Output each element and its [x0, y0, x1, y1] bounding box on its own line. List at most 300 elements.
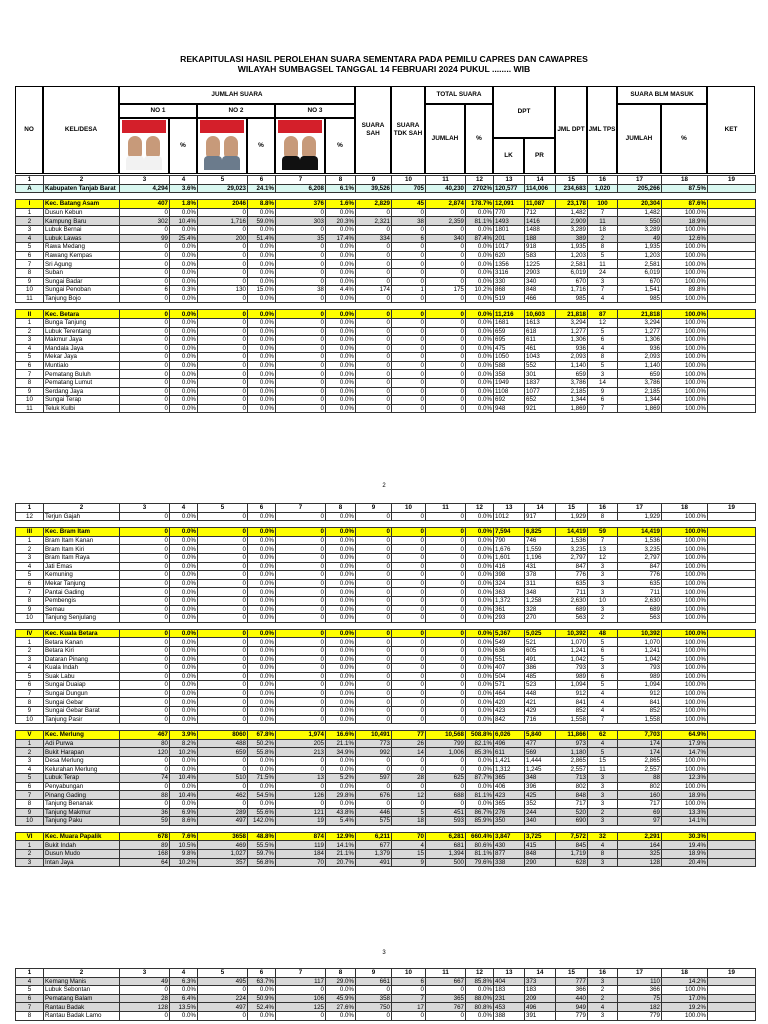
table-cell: 0.0% [326, 294, 356, 303]
table-cell: 0.0% [326, 664, 356, 673]
table-cell: 0 [276, 986, 326, 995]
page-number-2: 2 [382, 483, 386, 489]
header-suara-tdk-sah: SUARA TDK SAH [391, 86, 425, 174]
table-cell: 43.8% [326, 808, 356, 817]
table-cell: 3 [588, 571, 618, 580]
table-cell: Bukit Harapan [44, 748, 120, 757]
table-cell: 1,601 [494, 553, 525, 562]
table-cell: 3.9% [170, 731, 198, 740]
table-cell: 0.0% [170, 986, 198, 995]
table-cell: 0.0% [248, 588, 276, 597]
table-cell: Kec. Kuala Betara [44, 629, 120, 638]
table-cell: 0 [276, 251, 326, 260]
table-cell [708, 629, 756, 638]
table-cell: 0 [120, 588, 170, 597]
table-cell: 0.0% [248, 800, 276, 809]
table-cell: 15 [556, 504, 588, 513]
table-cell: 1,094 [618, 681, 662, 690]
table-cell: 2,829 [356, 200, 392, 209]
table-cell: 0 [198, 277, 248, 286]
table-cell: 80.8% [466, 1003, 494, 1012]
header-no3: NO 3 [275, 104, 355, 118]
table-cell: 10,603 [525, 310, 556, 319]
table-cell: Rantau Badak [44, 1003, 120, 1012]
spacer-row [16, 521, 756, 528]
table-cell [708, 681, 756, 690]
table-cell: 1,541 [618, 286, 662, 295]
table-cell: 8.2% [170, 739, 198, 748]
table-cell: 0.0% [466, 379, 494, 388]
table-cell: 5 [588, 681, 618, 690]
table-cell: 0 [426, 986, 466, 995]
table-cell: 0 [392, 629, 426, 638]
table-cell: 0 [198, 310, 248, 319]
table-cell: 0 [120, 646, 170, 655]
table-row [16, 672, 756, 681]
table-cell [708, 1011, 756, 1020]
table-cell: 0.0% [466, 225, 494, 234]
table-cell: 0.0% [466, 251, 494, 260]
table-cell: 2,581 [556, 260, 588, 269]
table-cell: Mandala Jaya [44, 344, 120, 353]
table-cell: 841 [556, 698, 588, 707]
table-cell: 0.0% [248, 512, 276, 521]
table-cell: 352 [525, 800, 556, 809]
table-cell: 0 [426, 353, 466, 362]
table-cell: 611 [525, 336, 556, 345]
table-cell: 0.0% [248, 707, 276, 716]
table-cell: 0.0% [248, 614, 276, 623]
table-cell: 3 [588, 774, 618, 783]
table-row [16, 664, 756, 673]
spacer-row [16, 303, 756, 310]
table-cell: 8 [16, 596, 44, 605]
table-cell: 1681 [494, 318, 525, 327]
table-cell: 71.5% [248, 774, 276, 783]
table-cell: 0 [276, 387, 326, 396]
table-cell: 569 [525, 748, 556, 757]
table-cell: 70 [392, 832, 426, 841]
table-cell: 15 [588, 757, 618, 766]
table-cell: 0.0% [248, 629, 276, 638]
table-cell: 0.0% [248, 225, 276, 234]
table-cell: 571 [494, 681, 525, 690]
table-cell: 0 [198, 646, 248, 655]
table-cell: 0 [120, 396, 170, 405]
table-cell: 0 [356, 536, 392, 545]
table-cell: 1 [392, 286, 426, 295]
table-cell: 0.0% [466, 336, 494, 345]
table-cell: 0.0% [326, 800, 356, 809]
table-cell: 0 [198, 251, 248, 260]
table-cell: 0 [198, 655, 248, 664]
table-cell: 0.0% [466, 629, 494, 638]
table-cell: 3 [16, 858, 44, 867]
table-cell: 120 [120, 748, 170, 757]
table-cell: 74 [120, 774, 170, 783]
table-cell: 0.0% [326, 404, 356, 413]
table-cell: 0 [356, 370, 392, 379]
table-cell: 126 [276, 791, 326, 800]
table-cell: 0 [198, 698, 248, 707]
table-cell [708, 387, 756, 396]
table-cell: 366 [618, 986, 662, 995]
table-cell: 12.6% [662, 234, 708, 243]
table-cell: 0 [198, 638, 248, 647]
table-cell: 100.0% [662, 655, 708, 664]
table-cell: 1,306 [556, 336, 588, 345]
table-cell: 469 [198, 841, 248, 850]
table-cell: 9 [16, 605, 44, 614]
table-cell: 0.0% [248, 404, 276, 413]
table-cell: 1949 [494, 379, 525, 388]
table-cell: 773 [356, 739, 392, 748]
table-cell: 55.6% [248, 808, 276, 817]
table-cell: 174 [618, 748, 662, 757]
table-cell: 350 [494, 817, 525, 826]
table-cell: 2702% [466, 184, 494, 193]
table-cell: Pematang Buluh [44, 370, 120, 379]
table-cell: 0 [356, 655, 392, 664]
kecamatan-row [16, 629, 756, 638]
table-cell: 388 [494, 1011, 525, 1020]
table-cell: 0.0% [326, 765, 356, 774]
table-cell: 9 [392, 858, 426, 867]
table-cell: 0 [276, 672, 326, 681]
table-cell: 9.8% [170, 849, 198, 858]
table-row [16, 681, 756, 690]
table-cell: 0 [392, 243, 426, 252]
table-cell: 3 [588, 817, 618, 826]
table-cell: 921 [525, 404, 556, 413]
table-cell: 0.0% [326, 387, 356, 396]
table-cell: 1050 [494, 353, 525, 362]
table-cell: 705 [392, 184, 426, 193]
table-cell: 0 [426, 605, 466, 614]
table-cell: 12,091 [494, 200, 525, 209]
table-cell: 0.0% [170, 765, 198, 774]
table-cell: 0 [426, 689, 466, 698]
table-cell: 0 [120, 638, 170, 647]
table-cell: 50.9% [248, 994, 276, 1003]
table-cell: 0 [120, 512, 170, 521]
table-cell: 17.4% [326, 234, 356, 243]
table-cell: 128 [618, 858, 662, 867]
table-cell: 519 [494, 294, 525, 303]
table-cell: 0.0% [170, 318, 198, 327]
table-cell: 0.0% [466, 562, 494, 571]
table-cell: 500 [426, 858, 466, 867]
table-cell: 0 [198, 208, 248, 217]
table-cell: 0.0% [326, 327, 356, 336]
table-cell: 0 [198, 536, 248, 545]
table-cell: 100.0% [662, 294, 708, 303]
table-cell: 0 [356, 562, 392, 571]
table-cell: 0 [356, 757, 392, 766]
table-cell: Kelurahan Merlung [44, 765, 120, 774]
table-cell: 0.0% [170, 294, 198, 303]
table-cell: 0 [392, 318, 426, 327]
table-cell: 6.1% [326, 184, 356, 193]
table-cell: 100.0% [662, 579, 708, 588]
table-cell: 973 [556, 739, 588, 748]
report-title-line-2: WILAYAH SUMBAGSEL TANGGAL 14 FEBRUARI 2024 PUKUL ........ WIB [237, 64, 531, 74]
table-cell: 440 [556, 994, 588, 1003]
table-cell: Bunga Tanjung [44, 318, 120, 327]
table-cell: 0 [426, 251, 466, 260]
table-cell: 659 [556, 370, 588, 379]
table-cell: 4 [16, 977, 44, 986]
table-cell: 7 [276, 504, 326, 513]
table-cell [708, 361, 756, 370]
table-cell: 0 [392, 672, 426, 681]
table-cell: 0.0% [466, 681, 494, 690]
table-cell: 77 [392, 731, 426, 740]
table-cell: 100.0% [662, 310, 708, 319]
table-cell: Kampung Baru [44, 217, 120, 226]
table-cell: 0 [392, 208, 426, 217]
table-cell: 3 [588, 977, 618, 986]
table-cell [708, 379, 756, 388]
table-cell: 82.1% [466, 739, 494, 748]
table-cell [708, 800, 756, 809]
table-cell: 11 [588, 217, 618, 226]
kecamatan-row [16, 832, 756, 841]
table-cell: 0 [392, 986, 426, 995]
table-cell: 0 [198, 379, 248, 388]
table-cell: 10.4% [170, 217, 198, 226]
table-cell: 10 [16, 286, 44, 295]
table-cell: Suban [44, 268, 120, 277]
table-cell: Bukit Indah [44, 841, 120, 850]
table-cell: 7 [276, 969, 326, 978]
table-cell: 0.0% [466, 646, 494, 655]
table-cell: 497 [198, 1003, 248, 1012]
table-cell: 2,865 [618, 757, 662, 766]
table-cell: 1,140 [556, 361, 588, 370]
table-cell: 0 [120, 681, 170, 690]
table-cell: 0 [392, 562, 426, 571]
table-cell: 3 [120, 969, 170, 978]
table-cell: 0.0% [466, 260, 494, 269]
column-number: 15 [556, 176, 588, 185]
table-cell: 0.0% [466, 318, 494, 327]
table-cell: Sungai Gebar [44, 698, 120, 707]
table-cell: 583 [525, 251, 556, 260]
table-cell: Penyabungan [44, 782, 120, 791]
table-cell: 0 [356, 208, 392, 217]
table-cell: 0.0% [248, 344, 276, 353]
table-cell: 11 [16, 294, 44, 303]
table-cell: 21.1% [326, 739, 356, 748]
table-cell: 3 [588, 800, 618, 809]
table-cell [708, 748, 756, 757]
table-cell: 681 [426, 841, 466, 850]
table-cell: 29.8% [326, 791, 356, 800]
table-cell: 7,703 [618, 731, 662, 740]
table-cell: 50.2% [248, 739, 276, 748]
table-cell: 11,866 [556, 731, 588, 740]
table-cell: 0.0% [326, 379, 356, 388]
table-cell: 0 [356, 588, 392, 597]
table-cell: 0 [120, 698, 170, 707]
table-cell: Dusun Kebun [44, 208, 120, 217]
table-cell [708, 184, 756, 193]
table-cell: 0 [198, 596, 248, 605]
table-cell: 0.0% [326, 646, 356, 655]
table-cell: 2 [588, 234, 618, 243]
table-cell [708, 774, 756, 783]
table-row [16, 396, 756, 405]
table-cell: 989 [618, 672, 662, 681]
table-cell: 0 [276, 1011, 326, 1020]
table-cell: 4 [16, 234, 44, 243]
table-cell: 130 [198, 286, 248, 295]
table-cell: 7 [588, 286, 618, 295]
table-cell: Kuala Indah [44, 664, 120, 673]
table-row [16, 243, 756, 252]
table-cell: 1043 [525, 353, 556, 362]
table-cell: 40,230 [426, 184, 466, 193]
table-cell: 34.9% [326, 748, 356, 757]
table-cell: 100.0% [662, 646, 708, 655]
header-jumlah: JUMLAH [425, 104, 465, 174]
table-cell: 0 [276, 370, 326, 379]
table-cell: 3 [588, 858, 618, 867]
table-cell: 1 [16, 208, 44, 217]
table-cell: 689 [556, 605, 588, 614]
table-cell: 11 [16, 404, 44, 413]
table-cell: 7,594 [494, 528, 525, 537]
table-row [16, 318, 756, 327]
table-cell: 0.0% [466, 208, 494, 217]
table-cell [708, 528, 756, 537]
table-cell: 0.0% [170, 243, 198, 252]
table-cell: 918 [525, 243, 556, 252]
table-cell: 0 [392, 545, 426, 554]
table-cell: 174 [356, 286, 392, 295]
table-cell: 1,241 [618, 646, 662, 655]
table-cell: 7 [16, 370, 44, 379]
table-cell: 234,683 [556, 184, 588, 193]
table-cell: 676 [356, 791, 392, 800]
column-number: 2 [44, 176, 120, 185]
table-cell [708, 765, 756, 774]
table-cell: 4,294 [120, 184, 170, 193]
table-cell: 64 [120, 858, 170, 867]
table-cell: 348 [525, 774, 556, 783]
table-cell: 290 [525, 858, 556, 867]
table-cell [708, 404, 756, 413]
header-no2: NO 2 [197, 104, 275, 118]
table-cell: 224 [198, 994, 248, 1003]
table-cell: 0.0% [466, 327, 494, 336]
table-cell: 4 [588, 707, 618, 716]
table-cell: 0 [426, 396, 466, 405]
table-cell: 575 [356, 817, 392, 826]
table-cell: 6 [16, 994, 44, 1003]
table-cell: 852 [556, 707, 588, 716]
table-cell: 2,557 [618, 765, 662, 774]
table-cell: 2,581 [618, 260, 662, 269]
table-cell: 0 [356, 396, 392, 405]
table-cell: Rawang Kempas [44, 251, 120, 260]
table-cell: 5 [16, 672, 44, 681]
table-cell: 100.0% [662, 404, 708, 413]
table-cell [708, 512, 756, 521]
table-cell: 376 [276, 200, 326, 209]
table-cell: 1,676 [494, 545, 525, 554]
table-cell: 6 [588, 336, 618, 345]
column-number: 12 [466, 176, 494, 185]
table-cell: 24 [588, 268, 618, 277]
table-cell: 100.0% [662, 336, 708, 345]
table-cell: 799 [426, 739, 466, 748]
table-cell: 174 [618, 739, 662, 748]
table-cell: 303 [276, 217, 326, 226]
table-cell: 0.0% [466, 707, 494, 716]
table-cell: 4 [16, 562, 44, 571]
table-cell: 188 [525, 234, 556, 243]
table-cell: 496 [494, 739, 525, 748]
table-cell: 100.0% [662, 681, 708, 690]
table-cell: Tanjung Senjulang [44, 614, 120, 623]
table-cell [708, 225, 756, 234]
table-row [16, 251, 756, 260]
table-cell: 0 [276, 605, 326, 614]
table-cell: 8 [16, 379, 44, 388]
table-cell [708, 260, 756, 269]
table-cell: 6 [392, 234, 426, 243]
table-cell: 1,379 [356, 849, 392, 858]
table-cell: 848 [556, 791, 588, 800]
table-cell: 100.0% [662, 553, 708, 562]
table-cell: 69 [618, 808, 662, 817]
column-number: 1 [16, 176, 44, 185]
table-cell: 0 [392, 655, 426, 664]
table-cell: 488 [198, 739, 248, 748]
table-cell: 231 [494, 994, 525, 1003]
header-pct-3: % [325, 118, 355, 174]
table-cell: 0 [356, 361, 392, 370]
table-cell: 18 [392, 817, 426, 826]
table-cell: 605 [525, 646, 556, 655]
table-cell: 14.7% [662, 748, 708, 757]
table-cell: 2,359 [426, 217, 466, 226]
table-cell: 0 [426, 318, 466, 327]
header-total-pct: % [465, 104, 493, 174]
table-cell: 100.0% [662, 327, 708, 336]
table-cell: 0 [356, 664, 392, 673]
table-cell: 5 [588, 655, 618, 664]
table-cell [708, 739, 756, 748]
table-cell: 100.0% [662, 638, 708, 647]
table-cell: 0 [276, 344, 326, 353]
table-cell: 100.0% [662, 318, 708, 327]
table-cell: 19 [276, 817, 326, 826]
table-row [16, 370, 756, 379]
table-cell: 2046 [198, 200, 248, 209]
table-cell: 0.0% [248, 396, 276, 405]
table-cell: 29.0% [326, 977, 356, 986]
table-cell: 0.0% [326, 512, 356, 521]
table-cell: 636 [494, 646, 525, 655]
table-cell: 0 [426, 225, 466, 234]
table-cell: 6 [16, 681, 44, 690]
table-cell: 9 [16, 707, 44, 716]
table-cell: 0.0% [326, 562, 356, 571]
table-row [16, 353, 756, 362]
